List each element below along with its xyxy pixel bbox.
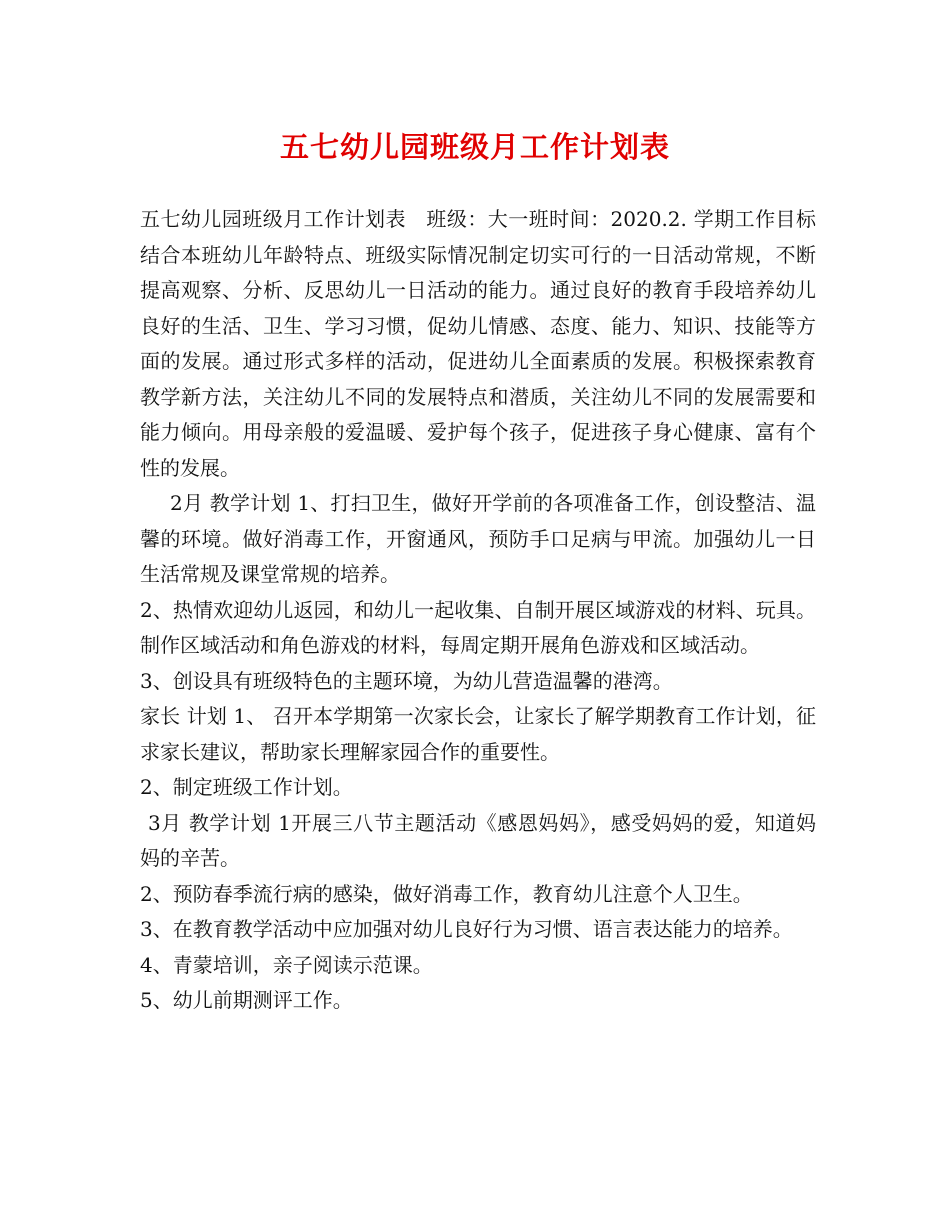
feb-teaching-plan-item-1: 2月 教学计划 1、打扫卫生，做好开学前的各项准备工作，创设整洁、温馨的环境。做好消毒工作，开窗通风，预防手口足病与甲流。加强幼儿一日生活常规及课堂常规的培养。 (140, 491, 816, 586)
mar-teaching-plan-item-1: 3月 教学计划 1开展三八节主题活动《感恩妈妈》，感受妈妈的爱，知道妈妈的辛苦。 (140, 810, 816, 870)
feb-teaching-plan-item-2: 2、热情欢迎幼儿返园，和幼儿一起收集、自制开展区域游戏的材料、玩具。制作区域活动和角色游戏的材料，每周定期开展角色游戏和区域活动。 (140, 597, 816, 657)
document-title: 五七幼儿园班级月工作计划表 (279, 130, 670, 164)
feb-parent-plan-item-2: 2、制定班级工作计划。 (140, 775, 353, 799)
mar-teaching-plan-item-4: 4、青蒙培训，亲子阅读示范课。 (140, 952, 433, 977)
document-body (140, 202, 816, 1019)
intro-paragraph: 五七幼儿园班级月工作计划表 班级：大一班时间：2020.2. 学期工作目标 结合本班幼儿年龄特点、班级实际情况制定切实可行的一日活动常规，不断提高观察、分析、反思幼儿一日活动的能力。通过良好的教育手段培养幼儿良好的生活、卫生、学习习惯，促幼儿情感、态度、能力、知识、技能等方面的发展。通过形式多样的活动，促进幼儿全面素质的发展。积极探索教育教学新方法，关注幼儿不同的发展特点和潜质，关注幼儿不同的发展需要和能力倾向。用母亲般的爱温暖、爱护每个孩子，促进孩子身心健康、富有个性的发展。 (140, 207, 816, 480)
mar-teaching-plan-item-5: 5、幼儿前期测评工作。 (140, 988, 353, 1012)
mar-teaching-plan-item-3: 3、在教育教学活动中应加强对幼儿良好行为习惯、语言表达能力的培养。 (140, 917, 793, 941)
mar-teaching-plan-item-2: 2、预防春季流行病的感染，做好消毒工作，教育幼儿注意个人卫生。 (140, 881, 753, 906)
feb-teaching-plan-item-3: 3、创设具有班级特色的主题环境，为幼儿营造温馨的港湾。 (140, 668, 673, 693)
feb-parent-plan-item-1: 家长 计划 1、 召开本学期第一次家长会，让家长了解学期教育工作计划，征求家长建议，帮助家长理解家园合作的重要性。 (140, 704, 816, 764)
